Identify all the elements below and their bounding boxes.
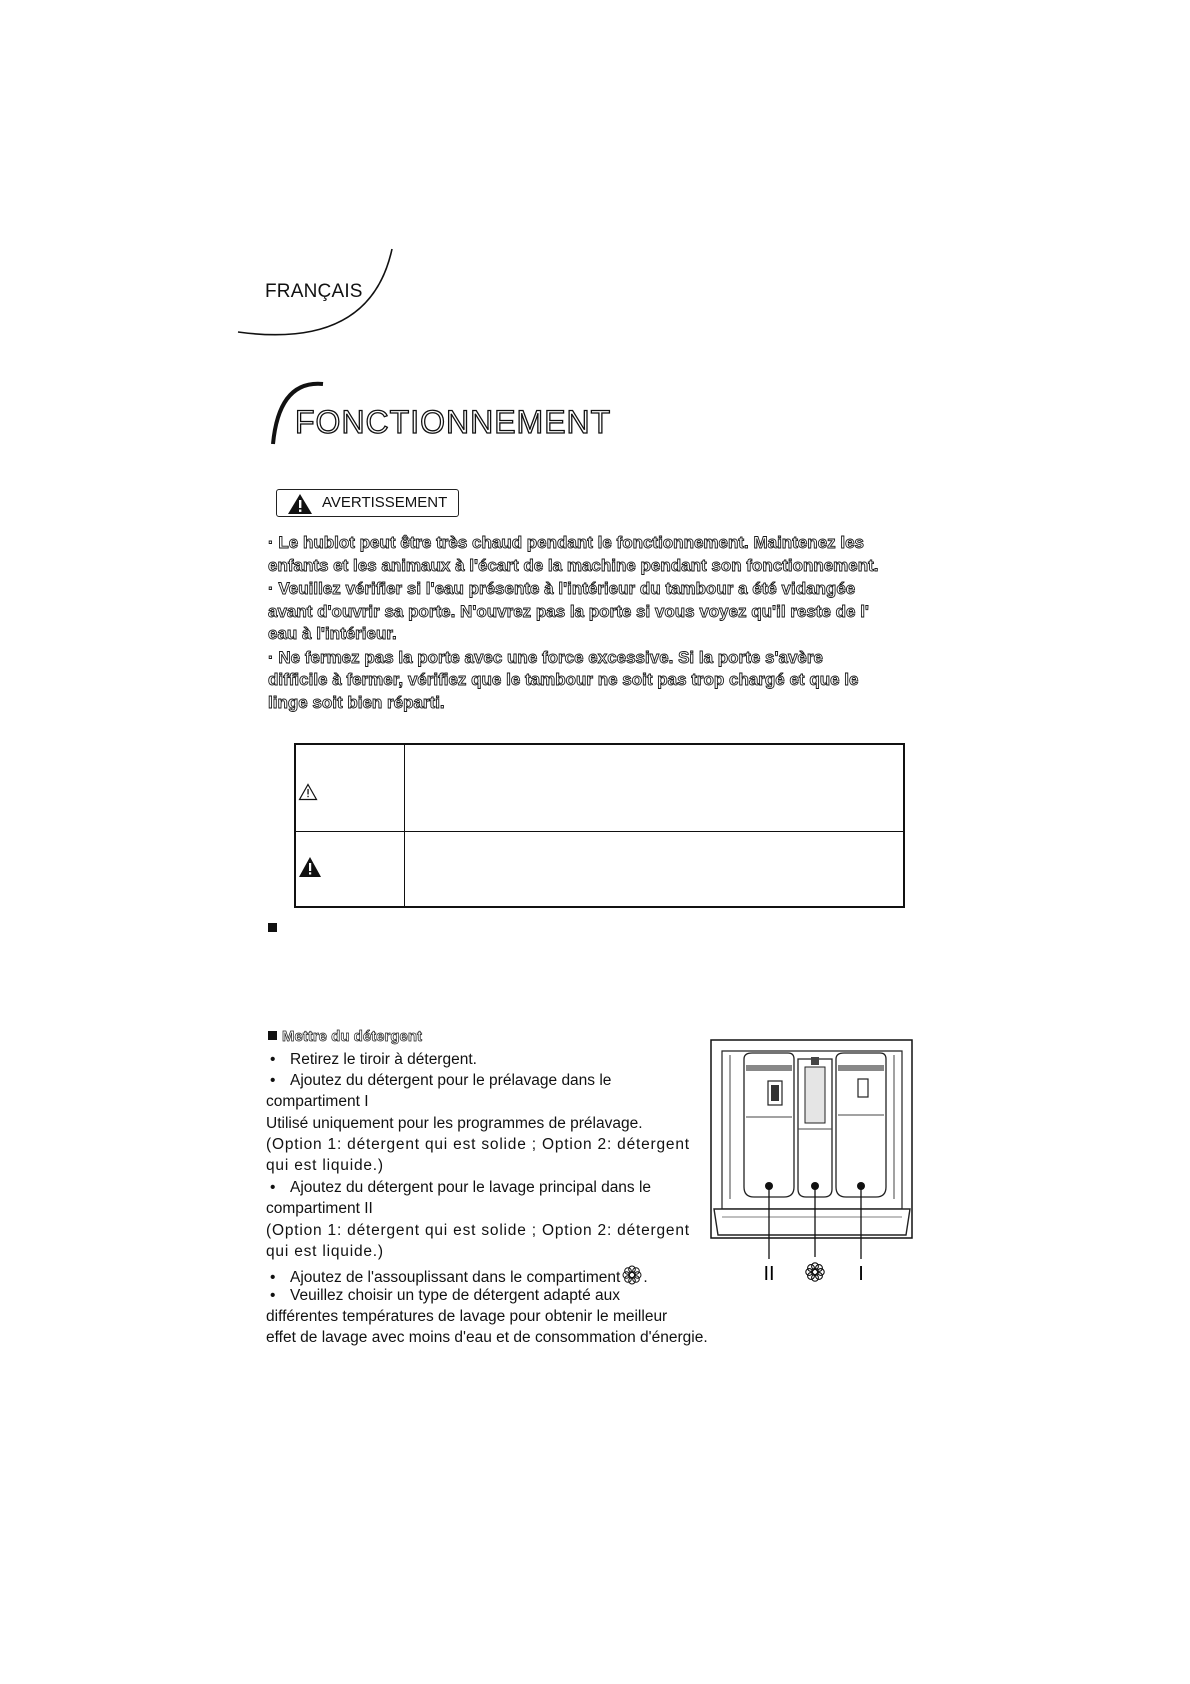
warning-paragraph-line: · Veuillez vérifier si l'eau présente à l'intérieur du tambour a été vidangée: [268, 579, 856, 598]
detergent-line: • Veuillez choisir un type de détergent adapté aux: [270, 1287, 621, 1304]
detergent-drawer-diagram: [710, 1039, 915, 1289]
warning-paragraph-line: enfants et les animaux à l'écart de la machine pendant son fonctionnement.: [268, 556, 879, 575]
softener-flower-icon: [806, 1263, 824, 1281]
detergent-line: • Ajoutez du détergent pour le prélavage dans le: [270, 1072, 612, 1089]
detergent-line: • Ajoutez du détergent pour le lavage principal dans le: [270, 1179, 652, 1196]
detergent-line: effet de lavage avec moins d'eau et de consommation d'énergie.: [266, 1329, 708, 1346]
compartment-label-ii: II: [763, 1263, 775, 1285]
detergent-line: (Option 1: détergent qui est solide ; Option 2: détergent: [266, 1136, 690, 1153]
detergent-line: compartiment I: [266, 1093, 369, 1110]
section-bullet-square: [268, 923, 277, 932]
language-tab-label: FRANÇAIS: [265, 281, 363, 302]
warning-paragraph-line: · Le hublot peut être très chaud pendant le fonctionnement. Maintenez les: [268, 533, 865, 552]
warning-paragraph-line: eau à l'intérieur.: [268, 624, 397, 643]
heading-bullet-square: [268, 1031, 277, 1040]
warning-label-text: AVERTISSEMENT: [322, 494, 448, 511]
detergent-line: • Ajoutez de l'assouplissant dans le compartiment .: [266, 1264, 648, 1288]
warning-label-box: [276, 489, 459, 517]
warning-paragraph-line: linge soit bien réparti.: [268, 693, 445, 712]
detergent-heading: [268, 1028, 422, 1045]
table-row: [296, 745, 404, 831]
warning-paragraph-line: difficile à fermer, vérifiez que le tambour ne soit pas trop chargé et que le: [268, 670, 859, 689]
detergent-line: qui est liquide.): [266, 1243, 384, 1260]
warning-filled-icon: [298, 856, 322, 878]
page-title: FONCTIONNEMENT: [295, 404, 612, 440]
detergent-heading-text: Mettre du détergent: [282, 1028, 423, 1045]
detergent-line: (Option 1: détergent qui est solide ; Option 2: détergent: [266, 1222, 690, 1239]
softener-flower-icon: [621, 1264, 643, 1286]
warning-paragraph-line: · Ne fermez pas la porte avec une force excessive. Si la porte s'avère: [268, 648, 823, 667]
language-tab-arc: [230, 245, 400, 345]
table-row: [296, 831, 404, 908]
detergent-line: • Retirez le tiroir à détergent.: [270, 1051, 477, 1068]
caution-outline-icon: [298, 783, 318, 801]
table-column-divider: [404, 745, 405, 906]
compartment-label-i: I: [858, 1263, 864, 1285]
detergent-line: compartiment II: [266, 1200, 373, 1217]
detergent-line: qui est liquide.): [266, 1157, 384, 1174]
warning-paragraph-line: avant d'ouvrir sa porte. N'ouvrez pas la porte si vous voyez qu'il reste de l': [268, 602, 869, 621]
warning-triangle-icon: [287, 493, 313, 515]
detergent-line: Utilisé uniquement pour les programmes de prélavage.: [266, 1115, 643, 1132]
detergent-line: différentes températures de lavage pour obtenir le meilleur: [266, 1308, 668, 1325]
symbol-table: [294, 743, 905, 908]
